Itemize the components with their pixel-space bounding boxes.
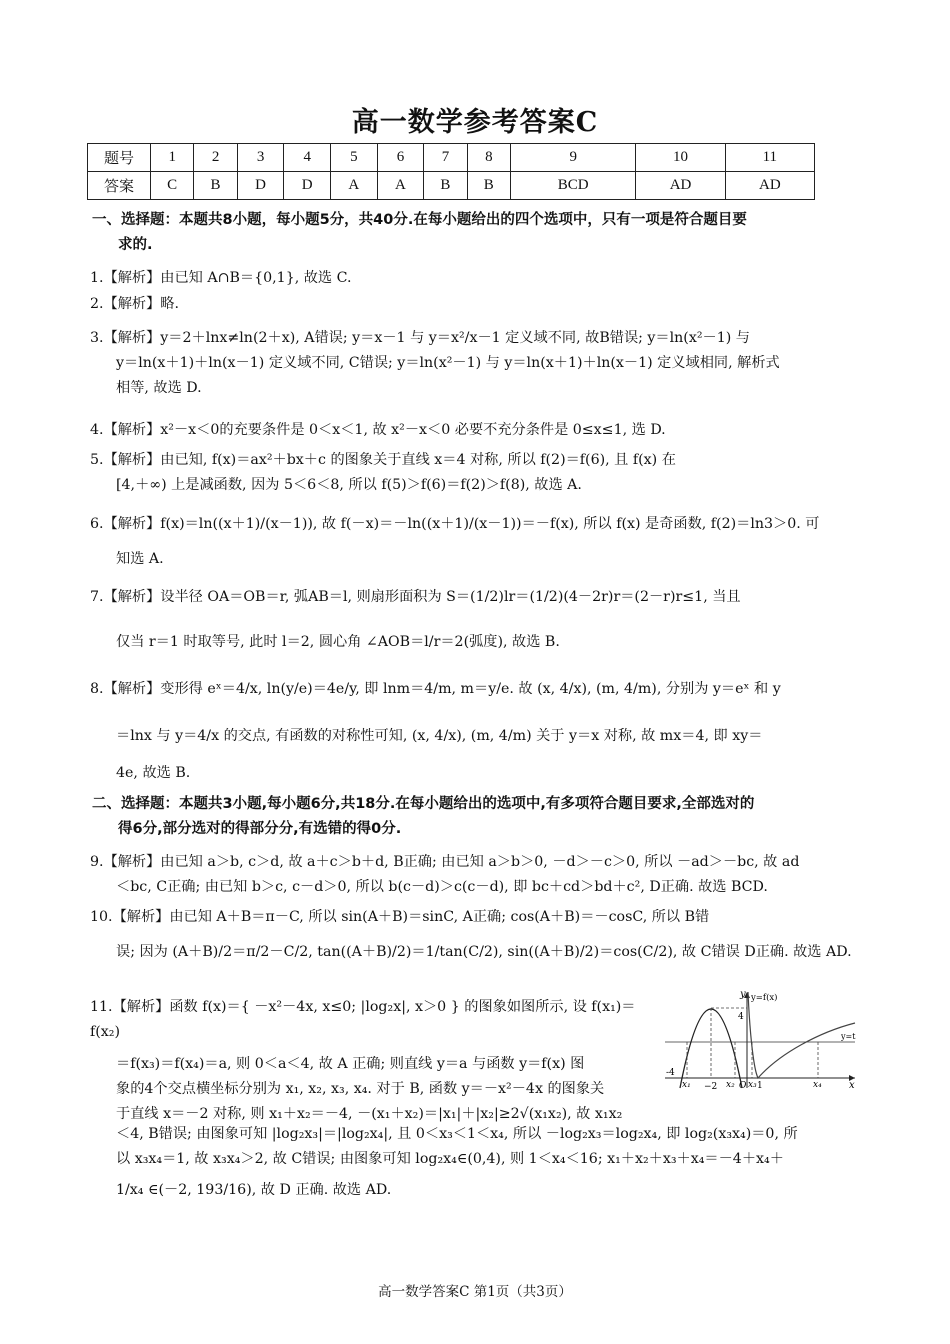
solution-line: 10.【解析】由已知 A＋B＝π－C, 所以 sin(A＋B)＝sinC, A正确; cos(A＋B)＝－cosC, 所以 B错 [90, 909, 710, 925]
section-heading-2 [92, 792, 862, 842]
solution-line: 3.【解析】y＝2＋lnx≠ln(2＋x), A错误; y＝x－1 与 y＝x²/x－1 定义域不同, 故B错误; y＝ln(x²－1) 与 [90, 330, 750, 346]
solution-line: 仅当 r＝1 时取等号, 此时 l＝2, 圆心角 ∠AOB＝l/r＝2(弧度), 故选 B. [116, 634, 560, 650]
tick-label-x2: x₂ [726, 1080, 735, 1090]
table-cell: 3 [237, 144, 284, 172]
section-heading-line: 得6分,部分选对的得部分分,有选错的得0分. [118, 821, 402, 837]
tick-label-x3: x₃ [748, 1080, 757, 1090]
table-cell: 1 [151, 144, 194, 172]
table-cell: B [424, 172, 467, 200]
solution-line: 6.【解析】f(x)＝ln((x＋1)/(x－1)), 故 f(－x)＝－ln((x＋1)/(x－1))＝－f(x), 所以 f(x) 是奇函数, f(2)＝ln3＞0. 可 [90, 516, 820, 532]
solution-line: ＝f(x₃)＝f(x₄)＝a, 则 0＜a＜4, 故 A 正确; 则直线 y＝a 与函数 y＝f(x) 图 [116, 1056, 585, 1072]
table-cell: AD [725, 172, 814, 200]
page-title: 高一数学参考答案C [351, 107, 599, 138]
table-cell: D [237, 172, 284, 200]
tick-label-4: 4 [738, 1012, 744, 1022]
solution-line: y＝ln(x＋1)＋ln(x－1) 定义域不同, C错误; y＝ln(x²－1) 与 y＝ln(x＋1)＋ln(x－1) 定义域相同, 解析式 [116, 355, 780, 371]
table-row-answers [88, 172, 815, 200]
tick-label-x4: x₄ [813, 1080, 822, 1090]
solution-line: 1/x₄ ∈(－2, 193/16), 故 D 正确. 故选 AD. [116, 1182, 392, 1198]
x-axis-label: x [849, 1080, 855, 1091]
solution-9 [90, 850, 862, 900]
function-label: y=f(x) [751, 993, 778, 1003]
tick-label-neg4: -4 [666, 1068, 675, 1078]
table-cell: 4 [284, 144, 331, 172]
page-footer: 高一数学答案C 第1页（共3页） [378, 1284, 572, 1300]
table-cell: C [151, 172, 194, 200]
table-row-numbers [88, 144, 815, 172]
solution-10 [90, 905, 862, 965]
solution-line: 相等, 故选 D. [116, 380, 202, 396]
table-row-label: 答案 [88, 172, 151, 200]
table-cell: BCD [511, 172, 636, 200]
solution-8 [90, 677, 862, 786]
table-cell: 9 [511, 144, 636, 172]
solution-line: 于直线 x＝－2 对称, 则 x₁＋x₂＝－4, －(x₁＋x₂)＝|x₁|＋|x₂|≥2√(x₁x₂), 故 x₁x₂ [116, 1106, 623, 1122]
solution-line: ＝lnx 与 y＝4/x 的交点, 有函数的对称性可知, (x, 4/x), (m, 4/m) 关于 y＝x 对称, 故 mx＝4, 即 xy＝ [116, 728, 763, 744]
origin-label: O [739, 1081, 747, 1091]
table-cell: B [194, 172, 237, 200]
solution-line: [4,＋∞) 上是减函数, 因为 5＜6＜8, 所以 f(5)＞f(6)＝f(2)＞f(8), 故选 A. [116, 477, 582, 493]
solution-line: 象的4个交点横坐标分别为 x₁, x₂, x₃, x₄. 对于 B, 函数 y＝－x²－4x 的图象关 [116, 1081, 605, 1097]
solution-line: 误; 因为 (A＋B)/2＝π/2－C/2, tan((A＋B)/2)＝1/tan(C/2), sin((A＋B)/2)＝cos(C/2), 故 C错误 D正确. 故选 AD. [116, 944, 852, 960]
section-heading-1 [92, 208, 862, 258]
solution-3 [90, 326, 862, 401]
table-cell: B [467, 172, 510, 200]
answer-table [87, 143, 815, 200]
table-cell: A [377, 172, 424, 200]
solution-4: 4.【解析】x²－x＜0的充要条件是 0＜x＜1, 故 x²－x＜0 必要不充分条件是 0≤x≤1, 选 D. [90, 422, 666, 438]
table-cell: AD [636, 172, 725, 200]
solution-5 [90, 448, 862, 498]
table-cell: A [331, 172, 378, 200]
solution-1: 1.【解析】由已知 A∩B＝{0,1}, 故选 C. [90, 270, 352, 286]
solution-line: 11.【解析】函数 f(x)＝{ －x²－4x, x≤0; |log₂x|, x＞0 } 的图象如图所示, 设 f(x₁)＝f(x₂) [90, 999, 636, 1040]
section-heading-line: 求的. [118, 237, 153, 253]
table-cell: 7 [424, 144, 467, 172]
tick-label-x1: x₁ [682, 1080, 691, 1090]
solution-line: 8.【解析】变形得 eˣ＝4/x, ln(y/e)＝4e/y, 即 lnm＝4/m, m＝y/e. 故 (x, 4/x), (m, 4/m), 分别为 y＝eˣ 和 y [90, 681, 781, 697]
solution-11-top [90, 995, 665, 1127]
line-label: y=t [841, 1032, 856, 1041]
table-cell: 11 [725, 144, 814, 172]
log-curve [748, 992, 855, 1078]
section-heading-line: 一、选择题：本题共8小题，每小题5分，共40分.在每小题给出的四个选项中，只有一项是符合题目要 [92, 212, 747, 228]
solution-11-bottom [90, 1122, 862, 1203]
table-cell: 6 [377, 144, 424, 172]
y-axis-label: y [740, 989, 746, 1000]
solution-line: 以 x₃x₄＝1, 故 x₃x₄＞2, 故 C错误; 由图象可知 log₂x₄∈(0,4), 则 1＜x₄＜16; x₁＋x₂＋x₃＋x₄＝－4＋x₄＋ [116, 1151, 784, 1167]
function-graph [660, 988, 860, 1093]
solution-line: 4e, 故选 B. [116, 765, 191, 781]
solution-7 [90, 585, 862, 655]
tick-label-neg2: −2 [704, 1082, 718, 1092]
table-cell: 2 [194, 144, 237, 172]
solution-line: 7.【解析】设半径 OA＝OB＝r, 弧AB＝l, 则扇形面积为 S＝(1/2)lr＝(1/2)(4－2r)r＝(2－r)r≤1, 当且 [90, 589, 741, 605]
solution-line: 5.【解析】由已知, f(x)＝ax²＋bx＋c 的图象关于直线 x＝4 对称, 所以 f(2)＝f(6), 且 f(x) 在 [90, 452, 676, 468]
solution-6 [90, 512, 862, 572]
solution-line: ＜bc, C正确; 由已知 b＞c, c－d＞0, 所以 b(c－d)＞c(c－d), 即 bc＋cd＞bd＋c², D正确. 故选 BCD. [116, 879, 768, 895]
table-cell: 5 [331, 144, 378, 172]
solution-line: ＜4, B错误; 由图象可知 |log₂x₃|＝|log₂x₄|, 且 0＜x₃＜1＜x₄, 所以 －log₂x₃＝log₂x₄, 即 log₂(x₃x₄)＝0, 所 [116, 1126, 798, 1142]
tick-label-1: 1 [757, 1081, 763, 1091]
table-cell: D [284, 172, 331, 200]
solution-2: 2.【解析】略. [90, 296, 179, 312]
solution-line: 9.【解析】由已知 a＞b, c＞d, 故 a＋c＞b＋d, B正确; 由已知 a＞b＞0, －d＞－c＞0, 所以 －ad＞－bc, 故 ad [90, 854, 800, 870]
solution-line: 知选 A. [116, 551, 164, 567]
table-row-label: 题号 [88, 144, 151, 172]
section-heading-line: 二、选择题：本题共3小题,每小题6分,共18分.在每小题给出的选项中,有多项符合题目要求,全部选对的 [92, 796, 755, 812]
table-cell: 8 [467, 144, 510, 172]
table-cell: 10 [636, 144, 725, 172]
